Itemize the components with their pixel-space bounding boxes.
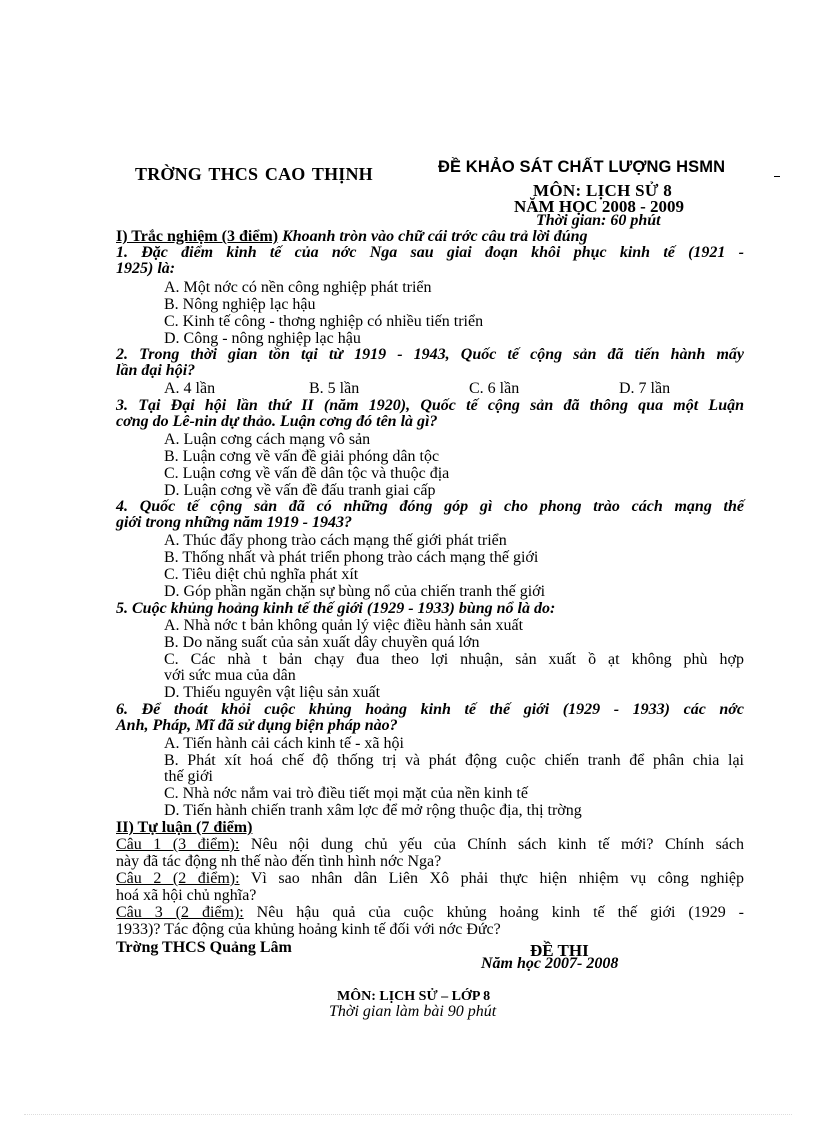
question-6-line-2: Anh, Pháp, Mĩ đã sử dụng biện pháp nào? [116,717,398,734]
exam-subject: MÔN: LỊCH SỬ 8 [533,181,673,200]
question-5-option-c[interactable]: C. Các nhà t bản chạy đua theo lợi nhuận, sản xuất ồ ạt không phù hợp [164,651,744,668]
question-1-line-2: 1925) là: [116,260,176,277]
question-2-option-c[interactable]: C. 6 lần [469,380,520,397]
question-4-option-a[interactable]: A. Thúc đẩy phong trào cách mạng thế giới phát triển [164,532,507,549]
question-5-line-1: 5. Cuộc khủng hoảng kinh tế thế giới (1929 - 1933) bùng nổ là do: [116,600,556,617]
question-3-option-c[interactable]: C. Luận cơng về vấn đề dân tộc và thuộc địa [164,465,450,482]
question-5-option-b[interactable]: B. Do năng suất của sản xuất dây chuyền quá lớn [164,634,480,651]
question-6-option-b-continued: thế giới [164,768,213,785]
essay-1-line-2: này đã tác động nh thế nào đến tình hình nớc Nga? [116,853,442,870]
question-2-option-b[interactable]: B. 5 lần [309,380,360,397]
essay-1-label: Câu 1 (3 điểm): [116,836,240,853]
essay-2-label: Câu 2 (2 điểm): [116,870,240,887]
page-bottom-divider [24,1114,792,1115]
second-exam-subject: MÔN: LỊCH SỬ – LỚP 8 [337,989,491,1004]
question-3-line-1: 3. Tại Đại hội lần thứ II (năm 1920), Quốc tế cộng sản đã thông qua một Luận [116,397,744,414]
essay-1-text-1: Nêu nội dung chủ yếu của Chính sách kinh tế mới? Chính sách [239,836,745,853]
essay-2-text-1: Vì sao nhân dân Liên Xô phải thực hiện nhiệm vụ công nghiệp [239,870,744,887]
question-1-option-b[interactable]: B. Nông nghiệp lạc hậu [164,296,316,313]
essay-3-line-1 [116,905,744,921]
question-2-option-a[interactable]: A. 4 lần [164,380,216,397]
exam-year: NĂM HỌC 2008 - 2009 [514,197,684,216]
question-1-line-1: 1. Đặc điểm kinh tế của nớc Nga sau giai đoạn khôi phục kinh tế (1921 - [116,244,744,261]
essay-2-line-2: hoá xã hội chủ nghĩa? [116,887,257,904]
second-exam-title: ĐỀ THI [530,941,589,960]
question-1-option-c[interactable]: C. Kinh tế công - thơng nghiệp có nhiều tiến triển [164,313,484,330]
question-4-option-b[interactable]: B. Thống nhất và phát triển phong trào cách mạng thế giới [164,549,539,566]
question-4-line-1: 4. Quốc tế cộng sản đã có những đóng góp gì cho phong trào cách mạng thế [116,498,744,515]
title-underline-mark [774,176,780,177]
question-5-option-d[interactable]: D. Thiếu nguyên vật liệu sản xuất [164,684,381,701]
part1-heading-line [116,229,744,245]
essay-3-text-1: Nêu hậu quả của cuộc khủng hoảng kinh tế thế giới (1929 - [243,904,744,921]
second-exam-year: Năm học 2007- 2008 [481,955,619,972]
question-4-line-2: giới trong những năm 1919 - 1943? [116,514,352,531]
essay-3-line-2: 1933)? Tác động của khủng hoảng kinh tế đối với nớc Đức? [116,921,501,938]
question-2-option-d[interactable]: D. 7 lần [619,380,671,397]
question-3-option-a[interactable]: A. Luận cơng cách mạng vô sản [164,431,371,448]
exam-title: ĐỀ KHẢO SÁT CHẤT LƯỢNG HSMN [438,158,726,176]
question-2-line-2: lần đại hội? [116,362,196,379]
essay-3-label: Câu 3 (2 điểm): [116,904,244,921]
question-5-option-c-continued: với sức mua của dân [164,667,296,684]
question-4-option-c[interactable]: C. Tiêu diệt chủ nghĩa phát xít [164,566,359,583]
part2-heading: II) Tự luận (7 điểm) [116,819,253,836]
exam-time: Thời gian: 60 phút [536,212,661,229]
second-school-name: Trờng THCS Quảng Lâm [116,939,292,956]
question-4-option-d[interactable]: D. Góp phần ngăn chặn sự bùng nổ của chiến tranh thế giới [164,583,546,600]
second-exam-time: Thời gian làm bài 90 phút [329,1003,497,1020]
question-2-line-1: 2. Trong thời gian tồn tại từ 1919 - 1943, Quốc tế cộng sản đã tiến hành mấy [116,346,744,363]
part1-heading: I) Trắc nghiệm (3 điểm) [116,228,279,245]
part1-instruction: Khoanh tròn vào chữ cái trớc câu trả lời đúng [278,228,588,245]
question-3-line-2: cơng do Lê-nin dự thảo. Luận cơng đó tên là gì? [116,413,438,430]
essay-2-line-1 [116,871,744,887]
question-3-option-b[interactable]: B. Luận cơng về vấn đề giải phóng dân tộc [164,448,440,465]
question-1-option-a[interactable]: A. Một nớc có nền công nghiệp phát triển [164,279,432,296]
question-1-option-d[interactable]: D. Công - nông nghiệp lạc hậu [164,330,361,347]
school-name: TRỜNG THCS CAO THỊNH [135,164,373,184]
question-6-option-d[interactable]: D. Tiến hành chiến tranh xâm lợc để mở rộng thuộc địa, thị trờng [164,802,582,819]
question-5-option-a[interactable]: A. Nhà nớc t bản không quản lý việc điều hành sản xuất [164,617,524,634]
essay-1-line-1 [116,837,744,853]
question-6-option-a[interactable]: A. Tiến hành cải cách kinh tế - xã hội [164,735,404,752]
question-3-option-d[interactable]: D. Luận cơng về vấn đề đấu tranh giai cấp [164,482,436,499]
question-6-option-b[interactable]: B. Phát xít hoá chế độ thống trị và phát động cuộc chiến tranh để phân chia lại [164,752,744,769]
question-6-line-1: 6. Để thoát khỏi cuộc khủng hoảng kinh tế thế giới (1929 - 1933) các nớc [116,701,744,718]
question-6-option-c[interactable]: C. Nhà nớc nắm vai trò điều tiết mọi mặt của nền kinh tế [164,785,528,802]
